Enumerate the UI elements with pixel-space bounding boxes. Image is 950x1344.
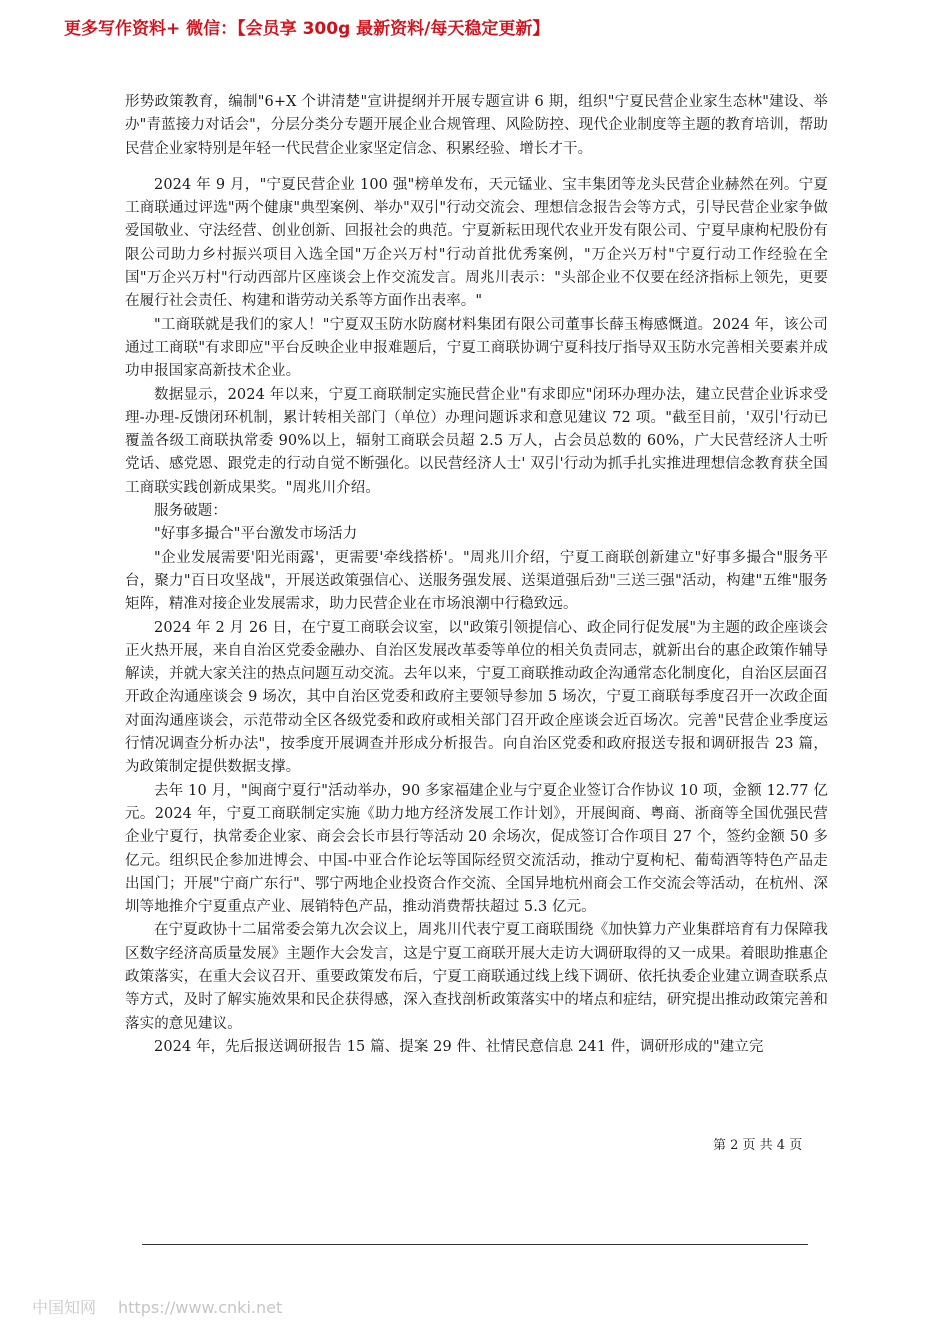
section-heading: 服务破题： bbox=[154, 503, 227, 520]
paragraph: 2024 年，先后报送调研报告 15 篇、提案 29 件、社情民意信息 241 件，调研形成的"建立完 bbox=[154, 1038, 764, 1055]
paragraph: 在宁夏政协十二届常委会第九次会议上，周兆川代表宁夏工商联围绕《加快算力产业集群培育有力保障我区数字经济高质量发展》主题作大会发言，这是宁夏工商联开展大走访大调研取得的又一成果。着眼助推惠企政策落实，在重大会议召开、重要政策发布后，宁夏工商联通过线上线下调研、依托执委企业建立调查联系点等方式，及时了解实施效果和民企获得感，深入查找剖析政策落实中的堵点和症结，研究提出推动政策完善和落实的意见建议。 bbox=[125, 922, 828, 1032]
document-body bbox=[125, 91, 828, 1059]
promo-banner: 更多写作资料+ 微信：【会员享 300g 最新资料/每天稳定更新】 bbox=[64, 19, 550, 39]
paragraph: 去年 10 月，"闽商宁夏行"活动举办，90 多家福建企业与宁夏企业签订合作协议 10 项，金额 12.77 亿元。2024 年，宁夏工商联制定实施《助力地方经济发展工作计划》，开展闽商、粤商、浙商等全国优强民营企业宁夏行，执常委企业家、商会会长市县行等活动 20 余场次，促成签订合作项目 27 个，签约金额 50 多亿元。组织民企参加进博会、中国-中亚合作论坛等国际经贸交流活动，推动宁夏枸杞、葡萄酒等特色产品走出国门；开展"宁商广东行"、鄂宁两地企业投资合作交流、全国异地杭州商会工作交流会等活动，在杭州、深圳等地推介宁夏重点产业、展销特色产品，推动消费帮扶超过 5.3 亿元。 bbox=[125, 782, 828, 916]
paragraph: 形势政策教育，编制"6+X 个讲清楚"宣讲提纲并开展专题宣讲 6 期，组织"宁夏民营企业家生态林"建设、举办"青蓝接力对话会"，分层分类分专题开展企业合规管理、风险防控、现代企业制度等主题的教育培训，帮助民营企业家特别是年轻一代民营企业家坚定信念、积累经验、增长才干。 bbox=[125, 94, 828, 157]
footer-divider bbox=[142, 1244, 808, 1245]
cnki-watermark bbox=[32, 1295, 282, 1318]
page-number: 第 2 页 共 4 页 bbox=[713, 1138, 803, 1153]
paragraph: 数据显示，2024 年以来，宁夏工商联制定实施民营企业"有求即应"闭环办理办法，建立民营企业诉求受理-办理-反馈闭环机制，累计转相关部门（单位）办理问题诉求和意见建议 72 项。"截至目前，'双引'行动已覆盖各级工商联执常委 90%以上，辐射工商联会员超 2.5 万人，占会员总数的 60%，广大民营经济人士听党话、感党恩、跟党走的行动自觉不断强化。以民营经济人士' 双引'行动为抓手扎实推进理想信念教育获全国工商联实践创新成果奖。"周兆川介绍。 bbox=[125, 386, 828, 496]
paragraph: "企业发展需要'阳光雨露'，更需要'牵线搭桥'。"周兆川介绍，宁夏工商联创新建立"好事多撮合"服务平台，聚力"百日攻坚战"，开展送政策强信心、送服务强发展、送渠道强后劲"三送三强"活动，构建"五维"服务矩阵，精准对接企业发展需求，助力民营企业在市场浪潮中行稳致远。 bbox=[125, 549, 828, 613]
section-subheading: "好事多撮合"平台激发市场活力 bbox=[154, 526, 358, 543]
watermark-url: https://www.cnki.net bbox=[118, 1298, 283, 1317]
paragraph: "工商联就是我们的家人！"宁夏双玉防水防腐材料集团有限公司董事长薛玉梅感慨道。2024 年，该公司通过工商联"有求即应"平台反映企业申报难题后，宁夏工商联协调宁夏科技厅指导双玉防水完善相关要素并成功申报国家高新技术企业。 bbox=[125, 316, 828, 380]
paragraph: 2024 年 9 月，"宁夏民营企业 100 强"榜单发布，天元锰业、宝丰集团等龙头民营企业赫然在列。宁夏工商联通过评选"两个健康"典型案例、举办"双引"行动交流会、理想信念报告会等方式，引导民营企业家争做爱国敬业、守法经营、创业创新、回报社会的典范。宁夏新耘田现代农业开发有限公司、宁夏早康枸杞股份有限公司助力乡村振兴项目入选全国"万企兴万村"行动首批优秀案例，"万企兴万村"宁夏行动工作经验在全国"万企兴万村"行动西部片区座谈会上作交流发言。周兆川表示："头部企业不仅要在经济指标上领先，更要在履行社会责任、构建和谐劳动关系等方面作出表率。" bbox=[125, 176, 828, 310]
watermark-site-name: 中国知网 bbox=[32, 1298, 97, 1317]
paragraph: 2024 年 2 月 26 日，在宁夏工商联会议室，以"政策引领提信心、政企同行促发展"为主题的政企座谈会正火热开展，来自自治区党委金融办、自治区发展改革委等单位的相关负责同志，就新出台的惠企政策作辅导解读，并就大家关注的热点问题互动交流。去年以来，宁夏工商联推动政企沟通常态化制度化，自治区层面召开政企沟通座谈会 9 场次，其中自治区党委和政府主要领导参加 5 场次，宁夏工商联每季度召开一次政企面对面沟通座谈会，示范带动全区各级党委和政府或相关部门召开政企座谈会近百场次。完善"民营企业季度运行情况调查分析办法"，按季度开展调查并形成分析报告。向自治区党委和政府报送专报和调研报告 23 篇，为政策制定提供数据支撑。 bbox=[125, 619, 828, 776]
